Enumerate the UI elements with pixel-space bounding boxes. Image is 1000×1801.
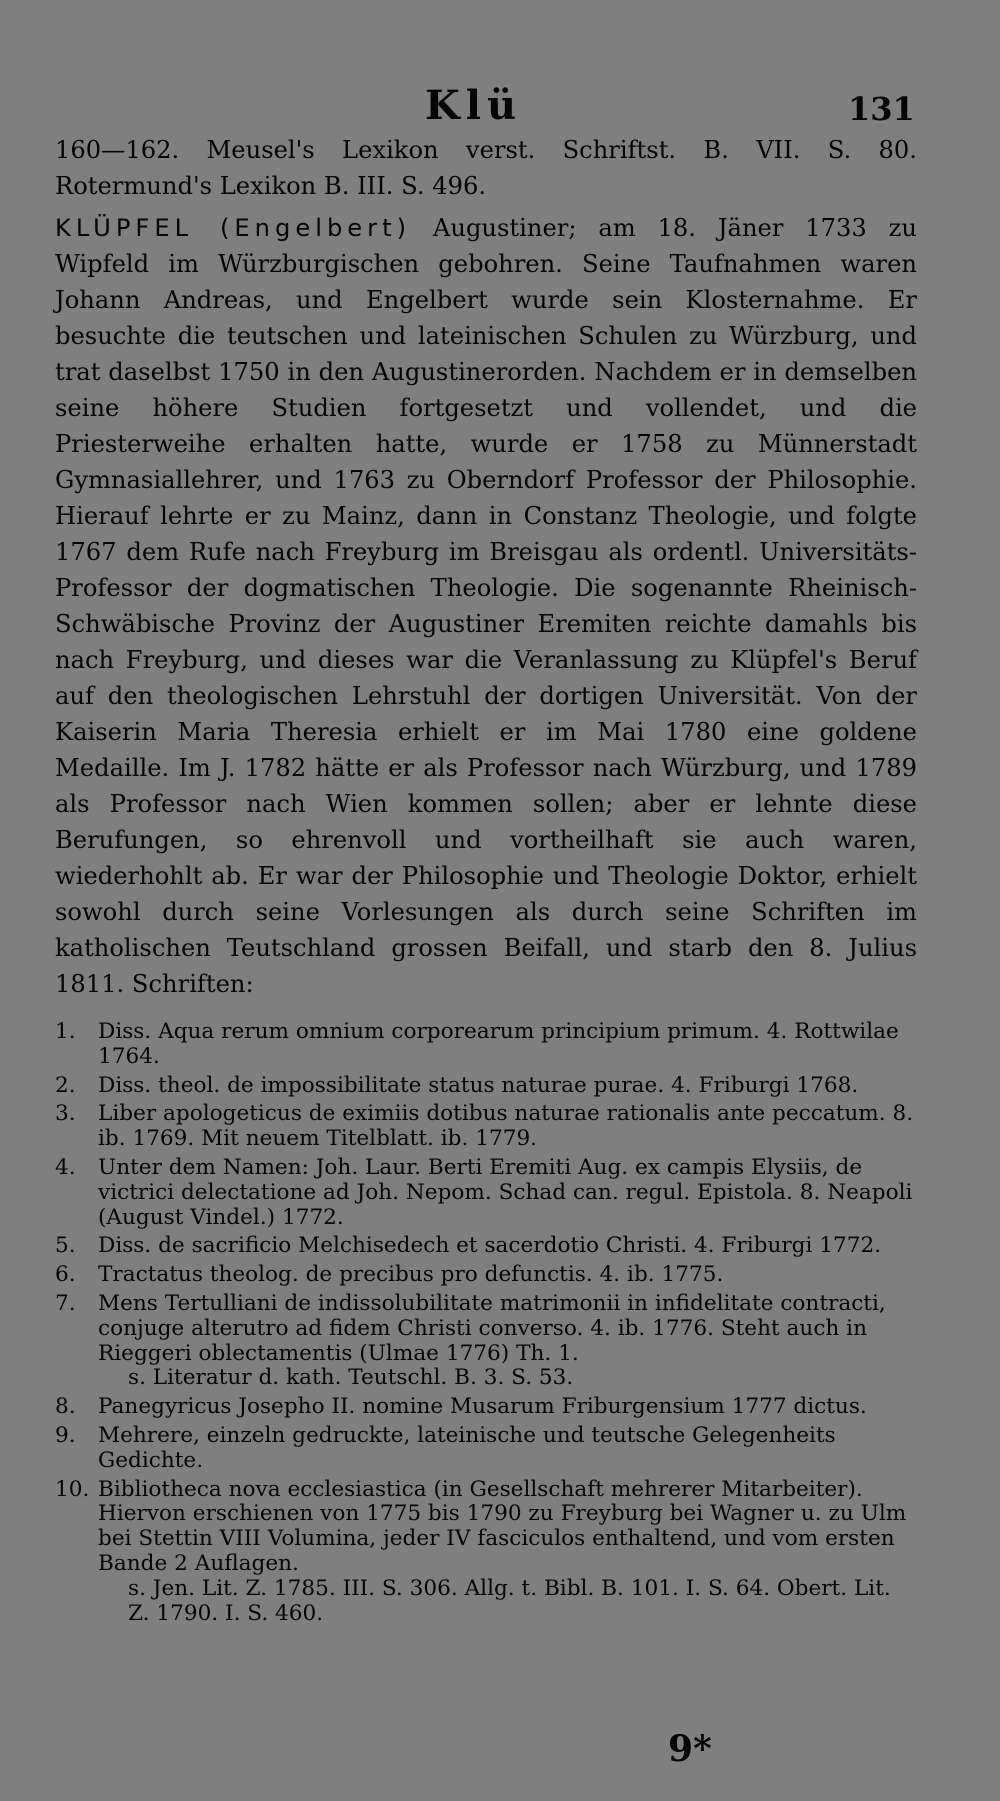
list-item	[55, 1263, 917, 1288]
item-text: Panegyricus Josepho II. nomine Musarum Friburgensium 1777 dictus.	[98, 1394, 867, 1420]
intro-paragraph: 160—162. Meusel's Lexikon verst. Schriftst. B. VII. S. 80. Rotermund's Lexikon B. III. S. 496.	[55, 136, 917, 200]
item-reference: s. Literatur d. kath. Teutschl. B. 3. S. 53.	[128, 1365, 574, 1391]
item-text: Mehrere, einzeln gedruckte, lateinische und teutsche Gelegenheits Gedichte.	[98, 1422, 836, 1473]
item-number: 3.	[55, 1101, 76, 1127]
item-number: 4.	[55, 1154, 76, 1180]
works-list	[55, 1020, 917, 1626]
page-body	[55, 132, 917, 1630]
biography-entry	[55, 210, 917, 1002]
running-header	[0, 82, 1000, 132]
item-text: Tractatus theolog. de precibus pro defunctis. 4. ib. 1775.	[98, 1262, 724, 1288]
item-number: 9.	[55, 1422, 76, 1448]
list-item	[55, 1102, 917, 1152]
list-item	[55, 1156, 917, 1230]
item-text: Diss. theol. de impossibilitate status naturae purae. 4. Friburgi 1768.	[98, 1072, 859, 1098]
signature-mark: 9*	[668, 1728, 712, 1770]
item-number: 1.	[55, 1019, 76, 1044]
list-item	[55, 1074, 917, 1099]
page-number: 131	[848, 90, 915, 128]
item-number: 6.	[55, 1262, 76, 1288]
item-text: Diss. Aqua rerum omnium corporearum principium primum. 4. Rottwilae 1764.	[98, 1019, 899, 1069]
list-item	[55, 1020, 917, 1070]
list-item	[55, 1292, 917, 1391]
item-text: Unter dem Namen: Joh. Laur. Berti Eremiti Aug. ex campis Elysiis, de victrici delectatione ad Joh. Nepom. Schad can. regul. Epistola. 8. Neapoli (August Vindel.) 1772.	[98, 1154, 913, 1230]
item-number: 10.	[55, 1476, 90, 1502]
item-text: Bibliotheca nova ecclesiastica (in Gesellschaft mehrerer Mitarbeiter). Hiervon erschienen von 1775 bis 1790 zu Freyburg bei Wagner u. zu Ulm bei Stettin VIII Volumina, jeder IV fasciculos enthaltend, und vom ersten Bande 2 Auflagen.	[98, 1476, 907, 1576]
item-text: Diss. de sacrificio Melchisedech et sacerdotio Christi. 4. Friburgi 1772.	[98, 1233, 882, 1259]
item-number: 7.	[55, 1290, 76, 1316]
item-number: 2.	[55, 1072, 76, 1098]
running-title: Klü	[425, 82, 523, 129]
item-number: 5.	[55, 1233, 76, 1259]
item-reference: s. Jen. Lit. Z. 1785. III. S. 306. Allg. t. Bibl. B. 101. I. S. 64. Obert. Lit. Z. 1790. I. S. 460.	[128, 1575, 891, 1626]
list-item	[55, 1424, 917, 1474]
list-item	[55, 1395, 917, 1420]
list-item	[55, 1234, 917, 1259]
entry-name: KLÜPFEL (Engelbert)	[55, 214, 412, 242]
item-text: Liber apologeticus de eximiis dotibus naturae rationalis ante peccatum. 8. ib. 1769. Mit neuem Titelblatt. ib. 1779.	[98, 1101, 914, 1152]
entry-text: Augustiner; am 18. Jäner 1733 zu Wipfeld im Würzburgischen gebohren. Seine Taufnahmen waren Johann Andreas, und Engelbert wurde sein Klosternahme. Er besuchte die teutschen und lateinischen Schulen zu Würzburg, und trat daselbst 1750 in den Augustinerorden. Nachdem er in demselben seine höhere Studien fortgesetzt und vollendet, und die Priesterweihe erhalten hatte, wurde er 1758 zu Münnerstadt Gymnasiallehrer, und 1763 zu Oberndorf Professor der Philosophie. Hierauf lehrte er zu Mainz, dann in Constanz Theologie, und folgte 1767 dem Rufe nach Freyburg im Breisgau als ordentl. Universitäts-Professor der dogmatischen Theologie. Die sogenannte Rheinisch-Schwäbische Provinz der Augustiner Eremiten reichte damahls bis nach Freyburg, und dieses war die Veranlassung zu Klüpfel's Beruf auf den theologischen Lehrstuhl der dortigen Universität. Von der Kaiserin Maria Theresia erhielt er im Mai 1780 eine goldene Medaille. Im J. 1782 hätte er als Professor nach Würzburg, und 1789 als Professor nach Wien kommen sollen; aber er lehnte diese Berufungen, so ehrenvoll und vortheilhaft sie auch waren, wiederhohlt ab. Er war der Philosophie und Theologie Doktor, erhielt sowohl durch seine Vorlesungen als durch seine Schriften im katholischen Teutschland grossen Beifall, und starb den 8. Julius 1811. Schriften:	[55, 214, 917, 998]
item-text: Mens Tertulliani de indissolubilitate matrimonii in infidelitate contracti, conjuge alterutro ad fidem Christi converso. 4. ib. 1776. Steht auch in Rieggeri oblectamentis (Ulmae 1776) Th. 1.	[98, 1290, 886, 1366]
list-item	[55, 1478, 917, 1627]
item-number: 8.	[55, 1394, 76, 1420]
